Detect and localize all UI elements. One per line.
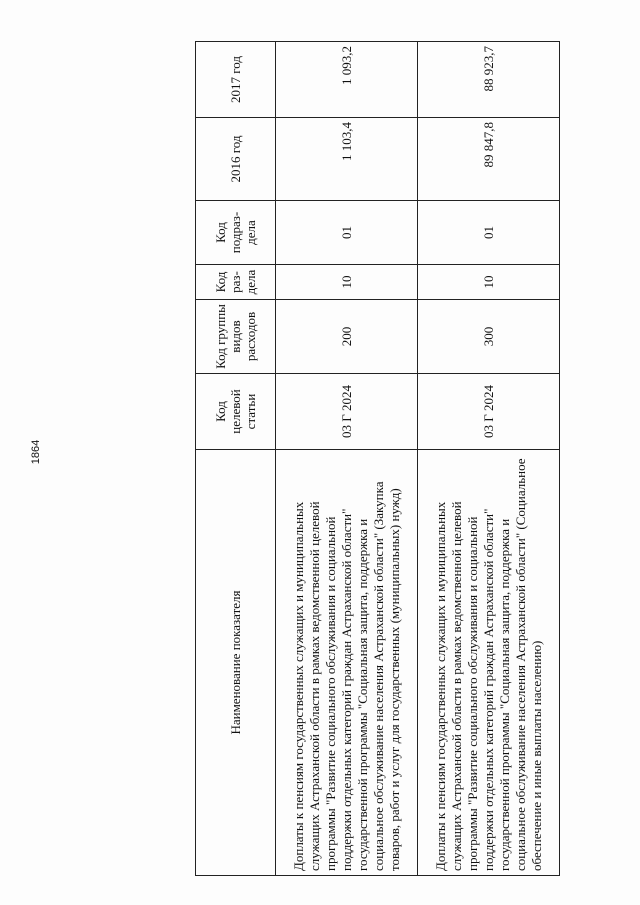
row-subsection: 01 [418,201,560,265]
table-header-row [196,42,276,876]
header-target-article: Код целевой статьи [196,374,276,450]
row-target-article: 03 Г 2024 [418,374,560,450]
page-number: 1864 [30,439,42,465]
header-expense-group: Код группы видов расходов [196,300,276,374]
row-2017: 1 093,2 [276,42,418,118]
table-row [276,42,418,876]
budget-table [195,41,560,876]
table-row [418,42,560,876]
row-name: Доплаты к пенсиям государственных служащих и муниципальных служащих Астраханской области в рамках ведомственной целевой программы "Развитие социального обслуживания и социальной поддержки отдельных категорий граждан Астраханской области" государственной программы "Социальная защита, поддержка и социальное обслуживание населения Астраханской области" (Закупка товаров, работ и услуг для государственных (муниципальных) нужд) [276,450,418,876]
header-section: Код раз-дела [196,265,276,300]
row-target-article: 03 Г 2024 [276,374,418,450]
header-name: Наименование показателя [196,450,276,876]
row-name: Доплаты к пенсиям государственных служащих и муниципальных служащих Астраханской области в рамках ведомственной целевой программы "Развитие социального обслуживания и социальной поддержки отдельных категорий граждан Астраханской области" государственной программы "Социальная защита, поддержка и социальное обслуживание населения Астраханской области" (Социальное обеспечение и иные выплаты населению) [418,450,560,876]
header-2016: 2016 год [196,118,276,201]
header-subsection: Код подраз-дела [196,201,276,265]
row-expense-group: 300 [418,300,560,374]
header-2017: 2017 год [196,42,276,118]
budget-table-rotated [195,42,544,876]
row-2016: 89 847,8 [418,118,560,201]
row-expense-group: 200 [276,300,418,374]
row-subsection: 01 [276,201,418,265]
row-2016: 1 103,4 [276,118,418,201]
row-2017: 88 923,7 [418,42,560,118]
row-section: 10 [276,265,418,300]
row-section: 10 [418,265,560,300]
